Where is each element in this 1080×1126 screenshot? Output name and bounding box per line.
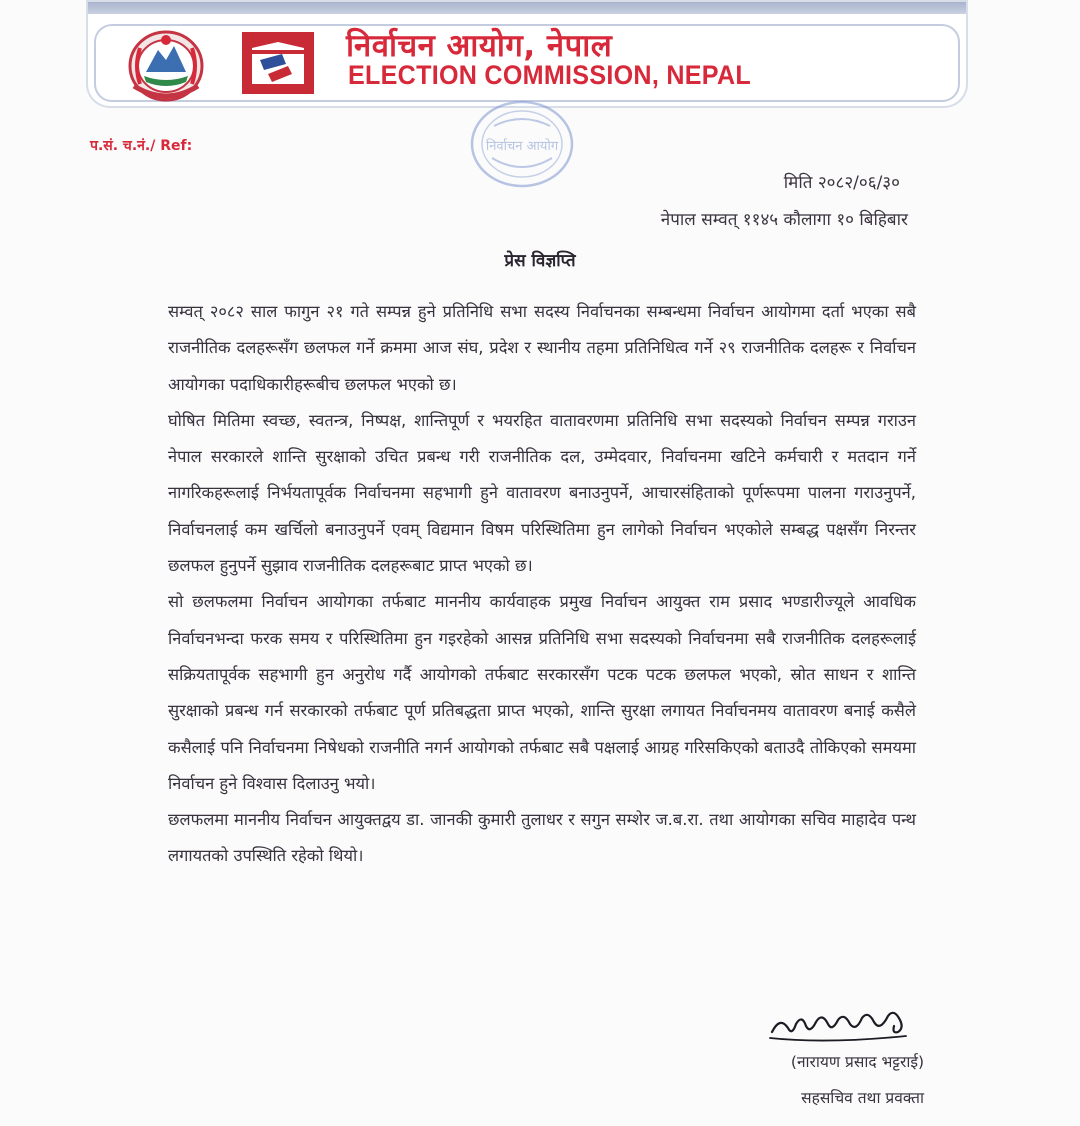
paragraph-2: घोषित मितिमा स्वच्छ, स्वतन्त्र, निष्पक्ष, शान्तिपूर्ण र भयरहित वातावरणमा प्रतिनिधि सभा सदस्यको निर्वाचन सम्पन्न गराउन नेपाल सरकारले शान्ति सुरक्षाको उचित प्रबन्ध गरी राजनीतिक दल, उम्मेदवार, निर्वाचनमा खटिने कर्मचारी र मतदान गर्ने नागरिकहरूलाई निर्भयतापूर्वक निर्वाचनमा सहभागी हुने वातावरण बनाउनुपर्ने, आचारसंहिताको पूर्णरूपमा पालना गराउनुपर्ने, निर्वाचनलाई कम खर्चिलो बनाउनुपर्ने एवम् विद्यमान विषम परिस्थितिमा हुन लागेको निर्वाचन भएकोले सम्बद्ध पक्षसँग निरन्तर छलफल हुनुपर्ने सुझाव राजनीतिक दलहरूबाट प्राप्त भएको छ। (168, 410, 916, 576)
letterhead-top-bar (88, 2, 966, 14)
press-release-body (168, 294, 916, 875)
stamp-text: निर्वाचन आयोग (485, 139, 559, 154)
nepal-emblem-icon (124, 26, 208, 104)
paragraph-4: छलफलमा माननीय निर्वाचन आयुक्तद्वय डा. जानकी कुमारी तुलाधर र सगुन सम्शेर ज.ब.रा. तथा आयोगका सचिव माहादेव पन्थ लगायतको उपस्थिति रहेको थियो। (168, 810, 916, 866)
office-stamp-icon (452, 96, 588, 200)
date-line: मिति २०८२/०६/३० (783, 173, 900, 193)
signatory-name: (नारायण प्रसाद भट्टराई) (790, 1053, 924, 1071)
signatory-title: सहसचिव तथा प्रवक्ता (801, 1089, 924, 1107)
press-release-heading: प्रेस विज्ञप्ति (504, 251, 576, 271)
commission-title-english: ELECTION COMMISSION, NEPAL (348, 60, 751, 90)
election-commission-logo-icon (242, 32, 314, 94)
paragraph-3: सो छलफलमा निर्वाचन आयोगका तर्फबाट माननीय कार्यवाहक प्रमुख निर्वाचन आयुक्त राम प्रसाद भण्डारीज्यूले आवधिक निर्वाचनभन्दा फरक समय र परिस्थितिमा हुन गइरहेको आसन्न प्रतिनिधि सभा सदस्यको निर्वाचनमा सबै राजनीतिक दलहरूलाई सक्रियतापूर्वक सहभागी हुन अनुरोध गर्दै आयोगको तर्फबाट सरकारसँग पटक पटक छलफल भएको, स्रोत साधन र शान्ति सुरक्षाको प्रबन्ध गर्न सरकारको तर्फबाट पूर्ण प्रतिबद्धता प्राप्त भएको, शान्ति सुरक्षा लगायत निर्वाचनमय वातावरण बनाई कसैले कसैलाई पनि निर्वाचनमा निषेधको राजनीति नगर्न आयोगको तर्फबाट सबै पक्षलाई आग्रह गरिसकिएको बताउदै तोकिएको समयमा निर्वाचन हुने विश्वास दिलाउनु भयो। (168, 592, 916, 793)
reference-label: प.सं. च.नं./ Ref: (90, 138, 193, 154)
commission-title-nepali: निर्वाचन आयोग, नेपाल (346, 28, 613, 64)
paragraph-1: सम्वत् २०८२ साल फागुन २१ गते सम्पन्न हुने प्रतिनिधि सभा सदस्य निर्वाचनका सम्बन्धमा निर्वाचन आयोगमा दर्ता भएका सबै राजनीतिक दलहरूसँग छलफल गर्ने क्रममा आज संघ, प्रदेश र स्थानीय तहमा प्रतिनिधित्व गर्ने २९ राजनीतिक दलहरू र निर्वाचन आयोगका पदाधिकारीहरूबीच छलफल भएको छ। (168, 302, 916, 394)
handwritten-signature-icon (766, 1002, 916, 1046)
nepal-sambat-date: नेपाल सम्वत् ११४५ कौलागा १० बिहिबार (660, 210, 908, 230)
